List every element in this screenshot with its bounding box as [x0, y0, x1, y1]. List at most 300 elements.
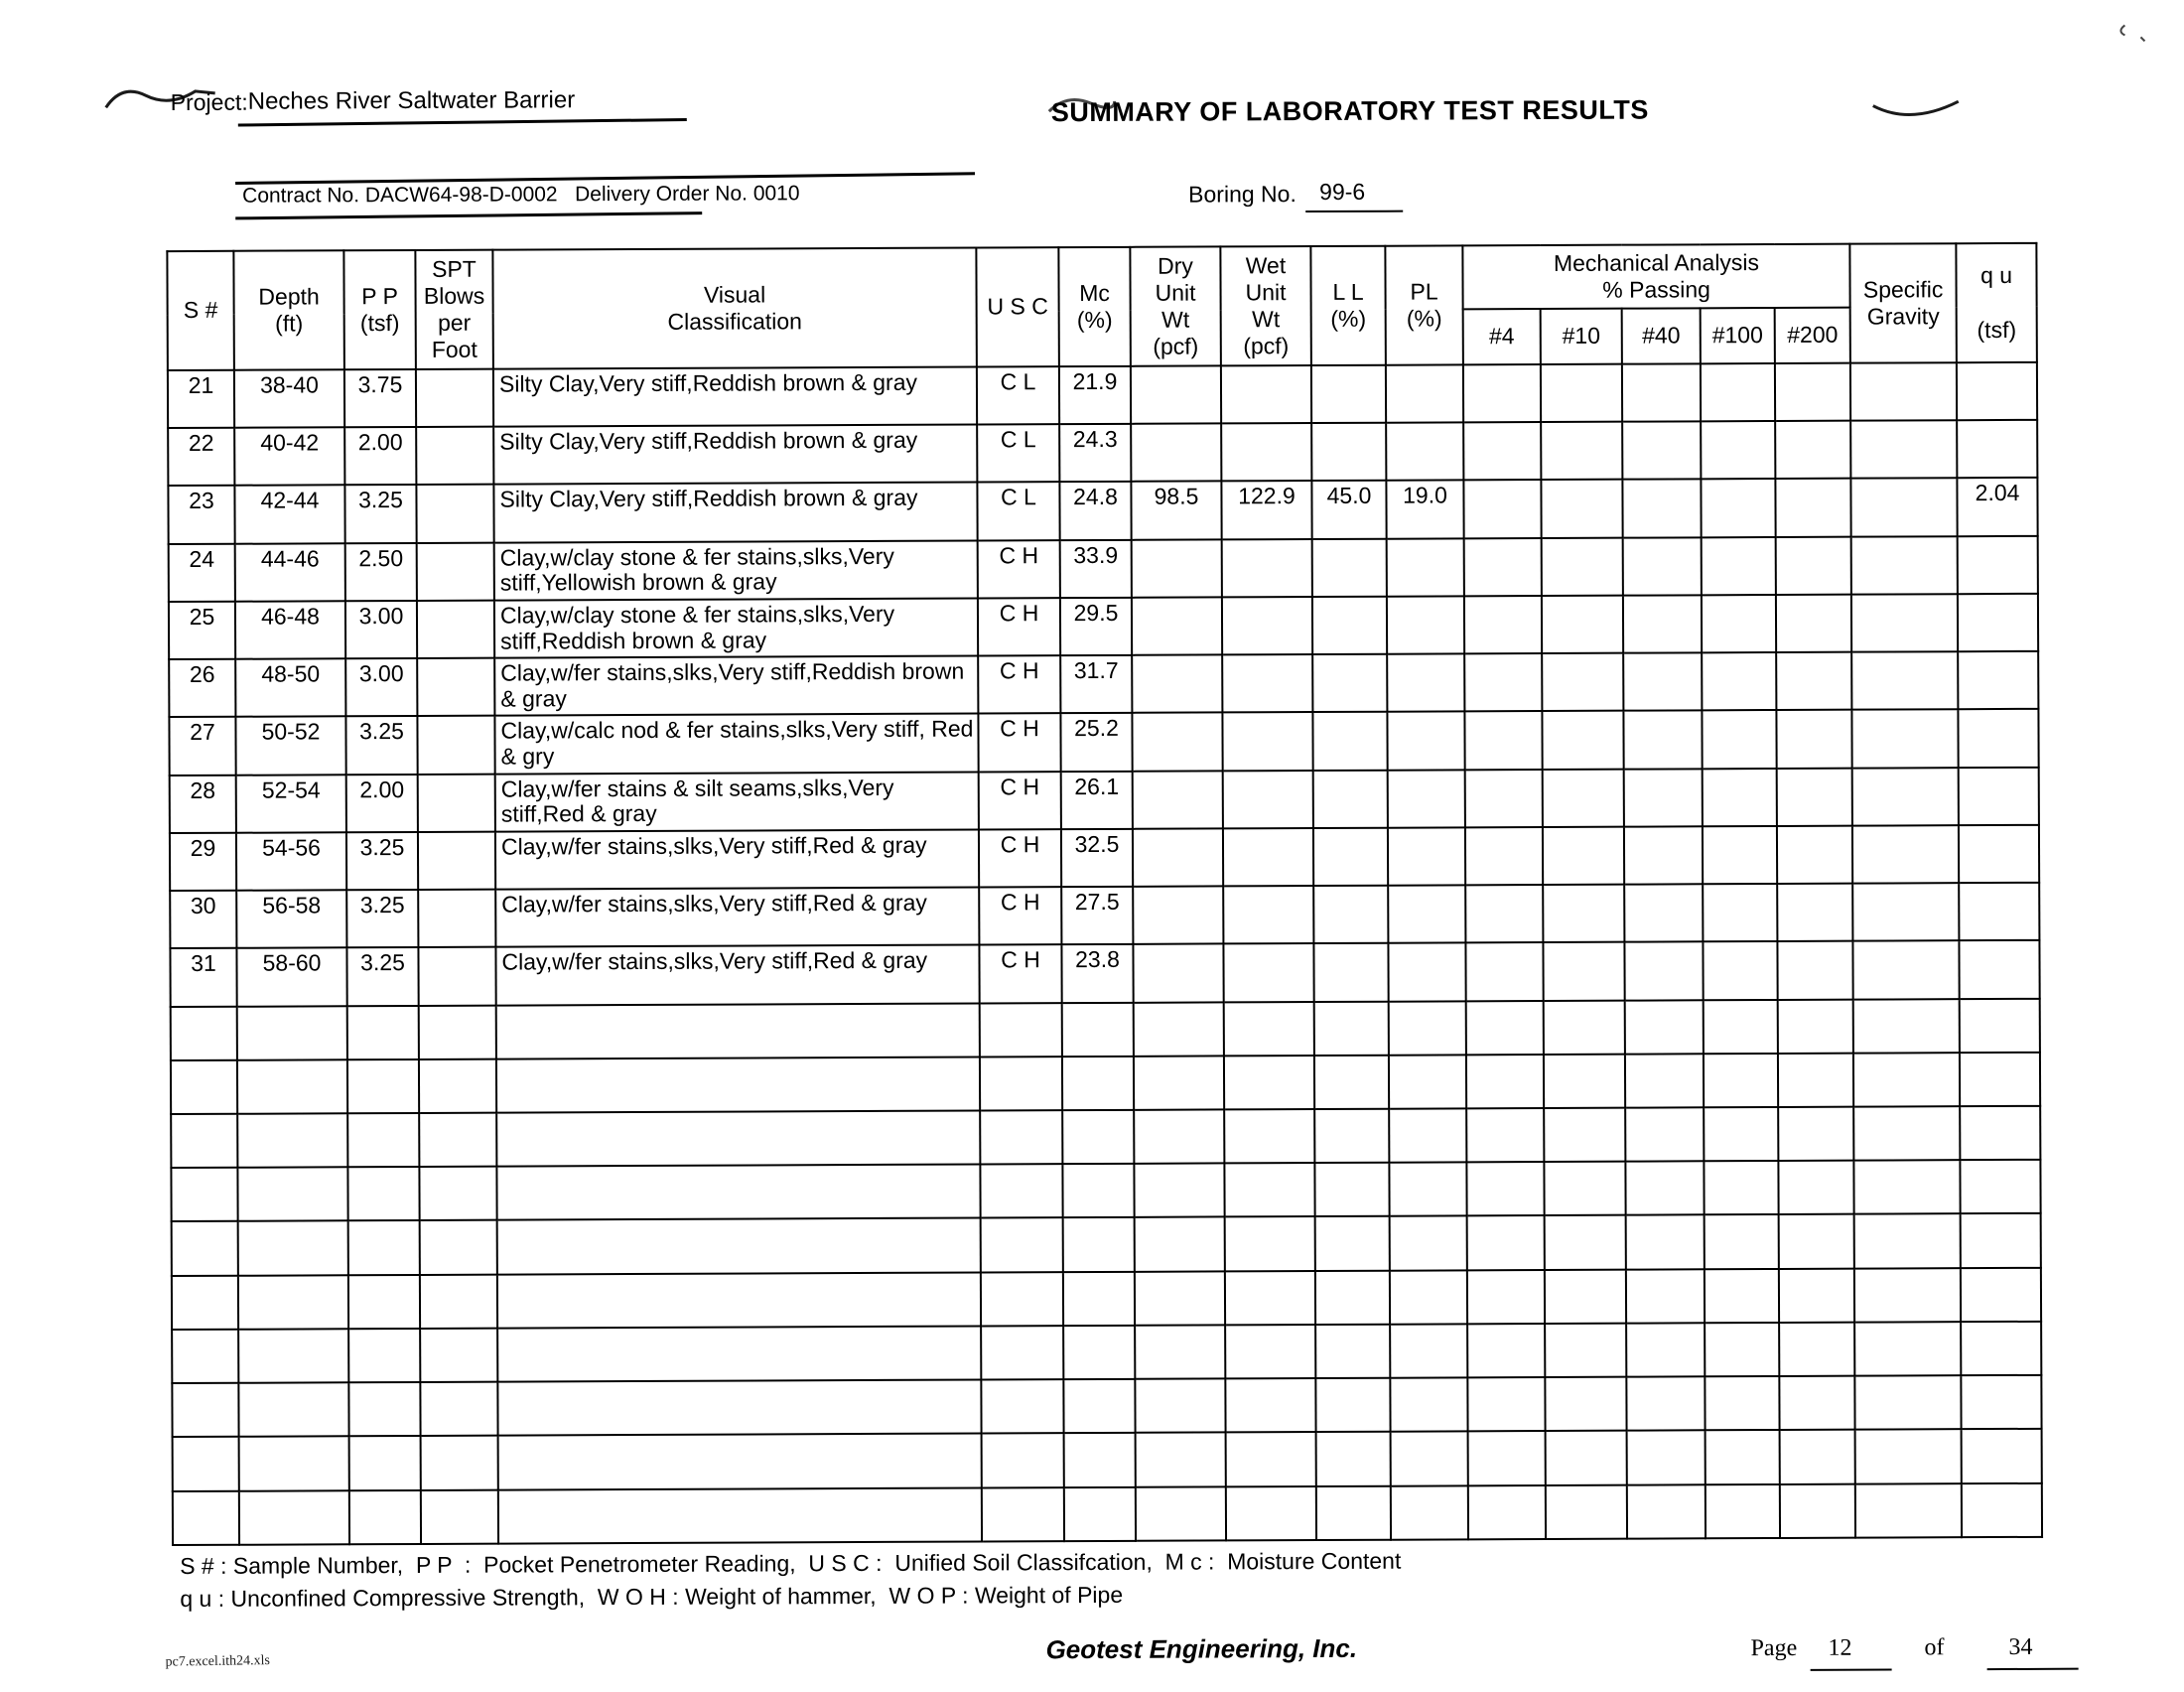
cell-spt: [420, 1382, 497, 1437]
cell-pl: [1390, 1270, 1467, 1325]
cell-wet: [1224, 1109, 1314, 1164]
cell-dry: [1136, 1433, 1226, 1487]
cell-pp: 3.00: [345, 601, 417, 659]
cell-ll: [1315, 1378, 1390, 1433]
cell-depth: 44-46: [235, 543, 345, 602]
cell-pl: [1387, 538, 1464, 597]
cell-p200: [1775, 479, 1850, 537]
page-number-underline: [1811, 1668, 1892, 1670]
cell-ll: [1311, 423, 1386, 482]
cell-s: 21: [168, 370, 234, 429]
cell-usc: [982, 1433, 1064, 1487]
col-header-sieve-40: #40: [1622, 308, 1701, 363]
cell-usc: C H: [979, 887, 1061, 945]
cell-usc: C L: [977, 366, 1059, 425]
cell-s: 26: [169, 659, 235, 718]
cell-wet: [1225, 1216, 1315, 1271]
cell-sg: [1855, 1483, 1962, 1538]
cell-p10: [1545, 1215, 1626, 1270]
cell-p10: [1543, 827, 1624, 886]
cell-p100: [1702, 595, 1776, 653]
col-header-sieve-4: #4: [1463, 309, 1541, 364]
cell-p100: [1704, 1000, 1778, 1055]
cell-depth: [239, 1490, 349, 1545]
cell-pp: [349, 1436, 421, 1490]
cell-qu: [1960, 1106, 2040, 1161]
cell-p4: [1463, 480, 1541, 538]
cell-ll: [1313, 828, 1388, 887]
cell-pl: [1387, 596, 1464, 654]
cell-p40: [1626, 1323, 1705, 1377]
cell-ll: [1315, 1270, 1390, 1325]
cell-depth: [237, 1059, 347, 1114]
cell-p100: [1701, 421, 1775, 480]
boring-underline: [1305, 211, 1403, 212]
cell-classification: Silty Clay,Very stiff,Reddish brown & gray: [493, 425, 977, 485]
cell-p200: [1776, 595, 1851, 653]
col-header-visual-classification: Visual Classification: [492, 248, 977, 369]
cell-usc: C H: [979, 944, 1061, 1003]
table-body: [168, 362, 2042, 1545]
cell-sg: [1850, 479, 1957, 537]
cell-p10: [1546, 1484, 1627, 1539]
cell-p40: [1627, 1484, 1706, 1539]
cell-wet: [1224, 1163, 1314, 1217]
cell-p10: [1541, 364, 1622, 423]
cell-dry: [1133, 828, 1223, 887]
cell-mc: [1064, 1486, 1136, 1541]
cell-ll: [1313, 770, 1388, 828]
cell-p40: [1622, 363, 1701, 422]
cell-qu: [1960, 998, 2040, 1053]
cell-sg: [1853, 1160, 1960, 1214]
cell-mc: 24.3: [1059, 424, 1131, 483]
cell-p10: [1543, 769, 1624, 827]
cell-wet: [1221, 365, 1311, 424]
cell-p10: [1545, 1377, 1626, 1432]
cell-p40: [1627, 1431, 1706, 1485]
cell-p10: [1543, 942, 1624, 1001]
cell-spt: [417, 716, 494, 775]
cell-spt: [416, 427, 493, 486]
cell-s: [171, 1006, 237, 1060]
cell-wet: [1225, 1378, 1315, 1433]
cell-qu: [1961, 1268, 2041, 1323]
of-label: of: [1924, 1634, 1945, 1661]
note-line-2: q u : Unconfined Compressive Strength, W O H : Weight of hammer, W O P : Weight of Pipe: [180, 1581, 1124, 1613]
cell-p4: [1464, 596, 1542, 654]
cell-dry: [1134, 1109, 1224, 1164]
table-row: [170, 883, 2039, 948]
footer-filename: pc7.excel.ith24.xls: [165, 1653, 271, 1670]
cell-p200: [1779, 1323, 1854, 1377]
table-row: [168, 420, 2037, 486]
cell-p200: [1775, 363, 1850, 422]
cell-classification: [497, 1380, 981, 1436]
cell-p200: [1779, 1376, 1854, 1431]
cell-pl: [1391, 1432, 1468, 1486]
cell-usc: C H: [978, 714, 1060, 773]
cell-usc: C H: [979, 772, 1061, 830]
cell-pl: [1389, 1055, 1466, 1109]
cell-mc: 23.8: [1061, 944, 1133, 1003]
cell-p10: [1544, 1000, 1625, 1055]
cell-mc: 25.2: [1060, 713, 1132, 772]
col-header-mc: Mc (%): [1058, 247, 1131, 366]
cell-qu: [1959, 883, 2039, 941]
cell-mc: 27.5: [1061, 887, 1133, 945]
cell-depth: 50-52: [235, 717, 345, 776]
cell-p4: [1463, 422, 1541, 481]
cell-usc: C L: [977, 424, 1059, 483]
cell-classification: [496, 1003, 980, 1058]
cell-pl: [1389, 1163, 1466, 1217]
cell-spt: [417, 658, 494, 717]
cell-spt: [421, 1489, 498, 1544]
cell-p4: [1463, 364, 1541, 423]
cell-p4: [1464, 653, 1542, 712]
col-header-sieve-200: #200: [1775, 308, 1850, 363]
cell-dry: [1136, 1486, 1226, 1541]
cell-p10: [1545, 1269, 1626, 1324]
cell-p4: [1467, 1377, 1545, 1432]
cell-p200: [1777, 941, 1852, 1000]
cell-pp: [348, 1275, 420, 1330]
page-number: 12: [1828, 1634, 1852, 1661]
cell-spt: [419, 1005, 496, 1059]
cell-ll: [1314, 1055, 1389, 1109]
cell-sg: [1850, 420, 1957, 479]
cell-p40: [1622, 422, 1701, 481]
cell-qu: [1960, 1053, 2040, 1107]
cell-depth: 40-42: [234, 428, 344, 487]
cell-depth: [238, 1329, 348, 1383]
cell-p4: [1465, 942, 1543, 1001]
cell-depth: 42-44: [234, 486, 344, 544]
cell-classification: Clay,w/fer stains,slks,Very stiff,Reddish brown & gray: [494, 656, 978, 716]
cell-s: [172, 1221, 238, 1276]
cell-spt: [419, 1058, 496, 1113]
cell-pp: 3.25: [346, 890, 418, 948]
cell-p40: [1626, 1215, 1705, 1270]
cell-depth: [237, 1113, 347, 1168]
col-header-ll: L L (%): [1310, 246, 1386, 365]
cell-usc: [981, 1379, 1063, 1434]
cell-dry: [1131, 365, 1221, 424]
cell-p4: [1468, 1431, 1546, 1485]
cell-p40: [1625, 1162, 1704, 1216]
cell-p200: [1778, 1053, 1853, 1107]
cell-classification: Clay,w/clay stone & fer stains,slks,Very stiff,Reddish brown & gray: [494, 598, 978, 657]
cell-dry: [1132, 539, 1222, 598]
cell-depth: [238, 1221, 348, 1276]
cell-s: 24: [169, 543, 235, 602]
cell-spt: [417, 542, 494, 601]
cell-s: [173, 1437, 239, 1491]
cell-pl: [1388, 827, 1465, 886]
cell-p4: [1467, 1270, 1545, 1325]
cell-classification: Silty Clay,Very stiff,Reddish brown & gray: [493, 367, 977, 427]
cell-p100: [1702, 710, 1776, 769]
page-total: 34: [2008, 1633, 2033, 1660]
cell-pp: 3.75: [344, 369, 416, 428]
cell-p100: [1702, 652, 1776, 711]
cell-s: 27: [169, 717, 235, 776]
cell-wet: [1226, 1486, 1316, 1541]
empty-row: [171, 1160, 2040, 1221]
cell-s: [172, 1275, 238, 1330]
cell-p100: [1704, 1054, 1778, 1108]
cell-p4: [1465, 770, 1543, 828]
cell-ll: [1315, 1325, 1390, 1379]
cell-p4: [1466, 1055, 1544, 1109]
cell-s: [172, 1330, 238, 1384]
cell-s: [172, 1383, 238, 1438]
cell-usc: [980, 1164, 1062, 1218]
cell-wet: 122.9: [1221, 481, 1311, 539]
cell-spt: [420, 1220, 497, 1275]
cell-p100: [1703, 826, 1777, 885]
cell-dry: [1132, 713, 1222, 772]
cell-p200: [1775, 421, 1850, 480]
cell-ll: 45.0: [1311, 481, 1386, 539]
cell-p4: [1466, 1162, 1544, 1216]
cell-p4: [1464, 538, 1542, 597]
cell-s: [171, 1168, 237, 1222]
cell-usc: C H: [978, 540, 1060, 599]
cell-pp: 3.00: [345, 658, 417, 717]
table-row: [170, 940, 2039, 1006]
page-label: Page: [1750, 1634, 1798, 1662]
empty-row: [171, 1106, 2040, 1168]
cell-s: [173, 1490, 239, 1545]
cell-p40: [1623, 652, 1702, 711]
cell-p40: [1622, 480, 1701, 538]
cell-sg: [1853, 1106, 1960, 1161]
cell-classification: [497, 1218, 981, 1274]
cell-s: [171, 1060, 237, 1115]
cell-depth: 48-50: [235, 658, 345, 717]
cell-pl: [1388, 770, 1465, 828]
table-row: [169, 536, 2038, 602]
cell-p200: [1777, 826, 1852, 885]
cell-p100: [1702, 537, 1776, 596]
cell-sg: [1852, 941, 1959, 1000]
cell-classification: [496, 1057, 980, 1112]
cell-mc: [1064, 1433, 1136, 1487]
cell-p200: [1778, 1107, 1853, 1162]
cell-usc: [982, 1487, 1064, 1542]
cell-qu: [1962, 1429, 2042, 1483]
col-header-pp: P P (tsf): [343, 250, 416, 369]
cell-mc: [1063, 1271, 1135, 1326]
cell-ll: [1313, 886, 1388, 944]
cell-dry: 98.5: [1131, 482, 1221, 540]
cell-dry: [1135, 1271, 1225, 1326]
cell-p100: [1705, 1323, 1779, 1377]
cell-mc: [1063, 1326, 1135, 1380]
cell-qu: [1959, 825, 2039, 884]
cell-p4: [1467, 1215, 1545, 1270]
cell-spt: [418, 774, 495, 832]
cell-usc: [981, 1218, 1063, 1273]
cell-p100: [1704, 1107, 1778, 1162]
cell-classification: [496, 1165, 980, 1220]
cell-wet: [1222, 539, 1312, 598]
cell-usc: [980, 1003, 1062, 1058]
cell-dry: [1135, 1325, 1225, 1379]
cell-spt: [421, 1436, 498, 1490]
cell-depth: [238, 1275, 348, 1330]
col-header-wet-unit-wt: Wet Unit Wt (pcf): [1220, 246, 1311, 365]
cell-qu: [1957, 420, 2037, 479]
cell-classification: Clay,w/clay stone & fer stains,slks,Very stiff,Yellowish brown & gray: [494, 540, 978, 600]
cell-sg: [1851, 710, 1958, 769]
cell-ll: [1311, 365, 1386, 424]
cell-ll: [1314, 1001, 1389, 1056]
table-row: [168, 362, 2037, 428]
project-label: Project:: [170, 88, 248, 116]
table-row: [169, 709, 2038, 775]
cell-ll: [1312, 712, 1387, 771]
empty-row: [172, 1268, 2041, 1330]
cell-pp: 2.00: [346, 775, 418, 833]
empty-row: [173, 1429, 2042, 1490]
cell-mc: [1063, 1379, 1135, 1434]
cell-depth: 38-40: [234, 369, 344, 428]
cell-classification: [498, 1434, 982, 1489]
cell-mc: 24.8: [1059, 482, 1131, 540]
cell-usc: C H: [978, 655, 1060, 714]
cell-pp: 3.25: [346, 947, 418, 1006]
empty-row: [171, 1053, 2040, 1114]
cell-mc: 21.9: [1059, 366, 1131, 425]
cell-p40: [1624, 769, 1703, 827]
cell-dry: [1135, 1217, 1225, 1272]
cell-dry: [1135, 1379, 1225, 1434]
cell-p4: [1468, 1485, 1546, 1540]
cell-p10: [1543, 885, 1624, 943]
cell-p200: [1776, 536, 1851, 595]
cell-qu: [1958, 536, 2038, 595]
cell-pp: 3.25: [346, 832, 418, 891]
cell-pl: [1388, 943, 1465, 1002]
cell-p40: [1626, 1269, 1705, 1324]
cell-p40: [1624, 942, 1703, 1001]
cell-wet: [1222, 597, 1312, 655]
cell-p200: [1779, 1268, 1854, 1323]
cell-sg: [1854, 1375, 1961, 1430]
cell-ll: [1314, 1109, 1389, 1164]
cell-p100: [1703, 884, 1777, 942]
col-header-pl: PL (%): [1385, 245, 1463, 364]
table-row: [169, 594, 2038, 659]
cell-qu: [1958, 651, 2038, 710]
cell-wet: [1226, 1432, 1316, 1486]
col-header-qu: q u (tsf): [1956, 243, 2037, 362]
cell-mc: [1063, 1217, 1135, 1272]
cell-p40: [1625, 1107, 1704, 1162]
col-header-spt: SPT Blows per Foot: [415, 250, 493, 369]
cell-pl: [1386, 364, 1463, 423]
page-title: SUMMARY OF LABORATORY TEST RESULTS: [1050, 94, 1649, 128]
cell-sg: [1853, 999, 1960, 1054]
cell-ll: [1314, 1163, 1389, 1217]
cell-wet: [1222, 654, 1312, 713]
cell-usc: [980, 1110, 1062, 1165]
cell-p200: [1776, 710, 1851, 769]
cell-s: 25: [169, 602, 235, 660]
cell-mc: [1062, 1057, 1134, 1111]
cell-depth: 58-60: [236, 948, 346, 1007]
cell-p40: [1624, 884, 1703, 942]
cell-depth: 46-48: [235, 601, 345, 659]
col-header-dry-unit-wt: Dry Unit Wt (pcf): [1130, 246, 1221, 365]
cell-wet: [1223, 943, 1313, 1002]
boring-label: Boring No.: [1188, 181, 1297, 208]
cell-usc: [981, 1272, 1063, 1327]
cell-qu: [1958, 594, 2038, 652]
cell-usc: [980, 1057, 1062, 1111]
table-header: [167, 243, 2037, 370]
note-line-1: S # : Sample Number, P P : Pocket Penetrometer Reading, U S C : Unified Soil Classifcation, M c : Moisture Content: [180, 1547, 1402, 1580]
cell-sg: [1852, 825, 1959, 884]
cell-depth: [238, 1382, 348, 1437]
cell-pl: [1390, 1216, 1467, 1271]
cell-spt: [419, 1167, 496, 1221]
cell-pl: 19.0: [1386, 481, 1463, 539]
project-value: Neches River Saltwater Barrier: [247, 86, 576, 115]
cell-ll: [1312, 538, 1387, 597]
cell-p200: [1780, 1483, 1855, 1538]
cell-dry: [1133, 944, 1223, 1003]
cell-dry: [1134, 1164, 1224, 1218]
results-table-wrap: [166, 242, 2043, 1546]
cell-p10: [1541, 480, 1622, 538]
cell-p100: [1706, 1484, 1780, 1539]
cell-pp: 3.25: [345, 716, 417, 775]
cell-qu: [1961, 1213, 2041, 1268]
cell-mc: [1062, 1110, 1134, 1165]
cell-ll: [1313, 943, 1388, 1002]
cell-wet: [1224, 1002, 1314, 1057]
cell-mc: 31.7: [1060, 655, 1132, 714]
col-header-sieve-100: #100: [1701, 308, 1775, 363]
empty-row: [172, 1213, 2041, 1275]
table-row: [170, 767, 2039, 832]
cell-usc: C H: [979, 829, 1061, 888]
cell-p10: [1542, 653, 1623, 712]
cell-depth: 54-56: [236, 832, 346, 891]
cell-spt: [418, 831, 495, 890]
company-name: Geotest Engineering, Inc.: [1045, 1632, 1358, 1665]
cell-s: 23: [168, 486, 234, 544]
cell-pl: [1390, 1377, 1467, 1432]
scan-artifact-corner-marks: [2111, 21, 2170, 61]
cell-pp: 3.25: [344, 485, 416, 543]
table-row: [170, 825, 2039, 891]
cell-sg: [1851, 594, 1958, 652]
cell-s: 28: [170, 775, 236, 833]
cell-pp: 2.50: [345, 543, 417, 602]
cell-p4: [1466, 1108, 1544, 1163]
cell-sg: [1852, 883, 1959, 941]
cell-qu: [1958, 709, 2038, 768]
cell-qu: [1959, 940, 2039, 999]
table-row: [169, 651, 2038, 717]
cell-wet: [1223, 771, 1313, 829]
cell-p100: [1705, 1376, 1779, 1431]
